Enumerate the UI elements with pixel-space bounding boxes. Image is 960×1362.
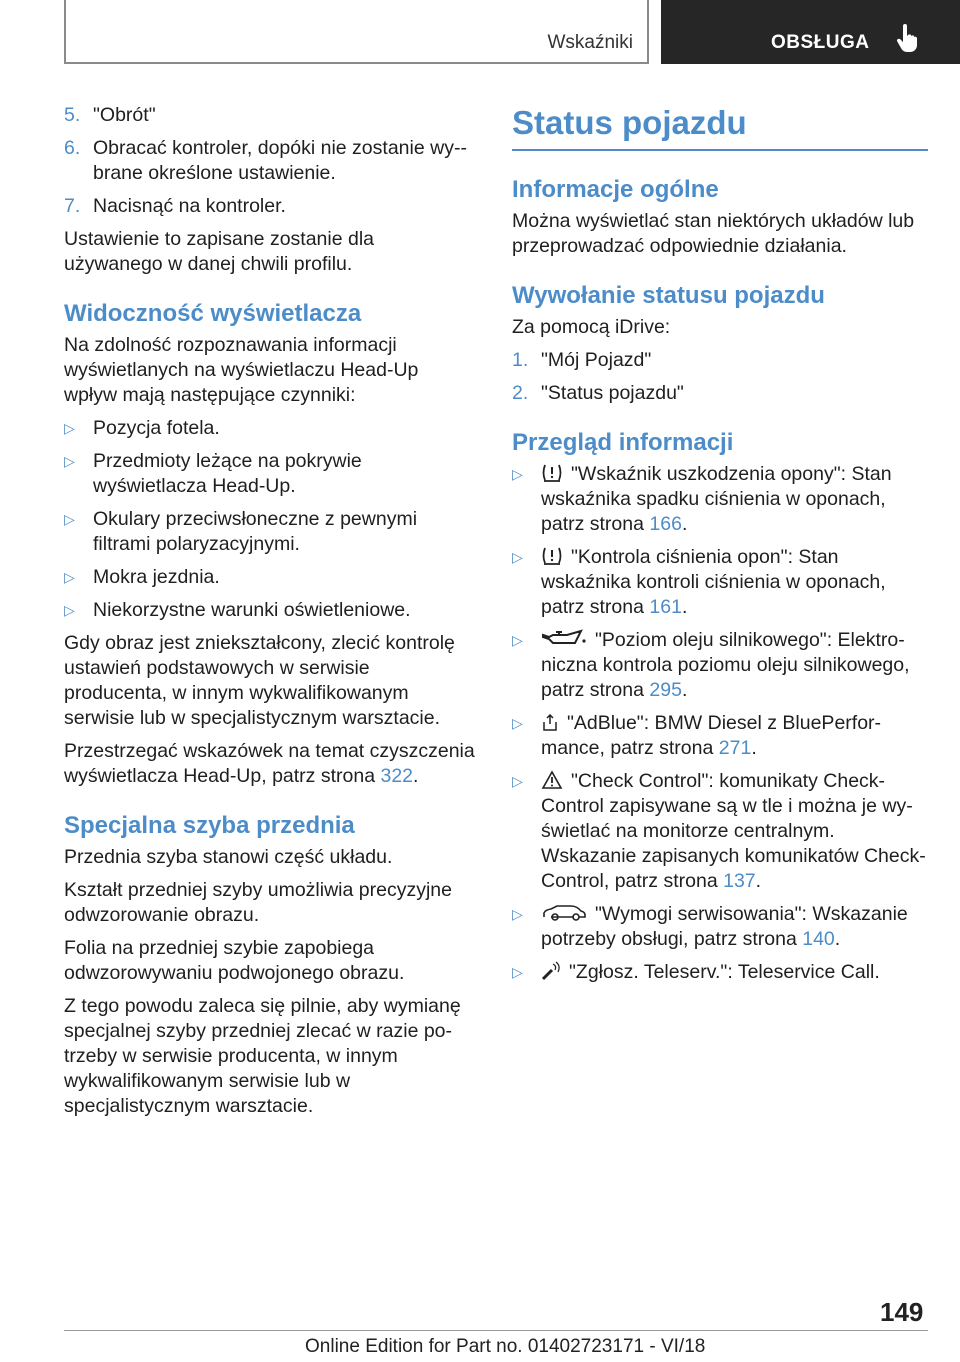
item-text: "Poziom oleju silnikowego": Elektroniczna kontrola poziomu oleju silnikowego, patrz strona xyxy=(541,629,910,701)
list-item xyxy=(64,103,476,128)
pointing-hand-icon xyxy=(897,24,919,52)
warning-triangle-icon xyxy=(541,770,563,790)
page-number: 149 xyxy=(880,1297,924,1327)
list-item: ▷ "Poziom oleju silnikowego": Elektroniczna kontrola poziomu oleju silnikowego, patrz strona 295. xyxy=(512,629,910,701)
bullet-text: Pozycja fotela. xyxy=(93,417,220,439)
step-text: "Status pojazdu" xyxy=(541,382,684,404)
step-text: "Obrót" xyxy=(93,104,156,126)
paragraph: Przednia szyba stanowi część układu. xyxy=(64,846,393,868)
heading-windshield: Specjalna szyba przednia xyxy=(64,812,355,839)
tire-pressure-icon xyxy=(541,463,563,483)
list-item xyxy=(64,194,476,219)
left-column xyxy=(64,103,476,1127)
bullet-text: Mokra jezdnia. xyxy=(93,566,220,588)
item-text: "Wymogi serwisowania": Wskazanie potrzeby obsługi, patrz strona xyxy=(541,903,908,950)
list-item xyxy=(64,507,476,557)
step-text: Nacisnąć na kontroler. xyxy=(93,195,286,217)
paragraph: Ustawienie to zapisane zostanie dla używanego w danej chwili profilu. xyxy=(64,228,375,275)
header-chapter-label: OBSŁUGA xyxy=(771,32,870,53)
item-text: "Zgłosz. Teleserv.": Teleservice Call. xyxy=(569,961,880,983)
wrench-call-icon xyxy=(541,961,561,981)
bullet-triangle-icon: ▷ xyxy=(64,420,75,436)
page-link[interactable]: 271 xyxy=(718,737,752,759)
bullet-triangle-icon: ▷ xyxy=(64,602,75,618)
step-number: 6. xyxy=(64,137,81,159)
step-number: 2. xyxy=(512,382,529,404)
heading-overview: Przegląd informacji xyxy=(512,429,734,456)
item-text: "AdBlue": BMW Diesel z BluePerformance, patrz strona xyxy=(541,712,882,759)
step-text: Obracać kontroler, dopóki nie zostanie wy-brane określone ustawienie. xyxy=(93,137,467,184)
paragraph: Przestrzegać wskazówek na temat czyszczenia wyświetlacza Head-Up, patrz strona 322. xyxy=(64,740,475,787)
step-number: 1. xyxy=(512,349,529,371)
bullet-triangle-icon: ▷ xyxy=(64,453,75,469)
service-car-icon xyxy=(541,903,587,923)
paragraph: Można wyświetlać stan niektórych układów lub przeprowadzać odpowiednie działania. xyxy=(512,210,915,257)
bullet-triangle-icon: ▷ xyxy=(64,511,75,527)
paragraph: Z tego powodu zaleca się pilnie, aby wymianę specjalnej szyby przedniej zlecać w razie potrzeby w serwisie producenta, w innym wykwalifikowanym serwisie lub w specjalistycznym warsztacie. xyxy=(64,995,461,1117)
list-item: ▷ "Check Control": komunikaty Check-Control zapisywane są w tle i można je wyświetlać na monitorze centralnym. Wskazanie zapisanych komunikatów Check-Control, patrz strona 137. xyxy=(512,770,926,892)
header-section-label: Wskaźniki xyxy=(547,32,633,53)
footer-edition: Online Edition for Part no. 01402723171 - VI/18 xyxy=(305,1336,706,1357)
item-text: "Check Control": komunikaty Check-Control zapisywane są w tle i można je wyświetlać na monitorze centralnym. Wskazanie zapisanych komunikatów Check-Control, patrz strona xyxy=(541,770,926,892)
oil-can-icon xyxy=(541,629,587,649)
bullet-triangle-icon: ▷ xyxy=(512,549,523,565)
paragraph: Gdy obraz jest zniekształcony, zlecić kontrolę ustawień podstawowych w serwisie producenta, w innym wykwalifikowanym serwisie lub w specjalistycznym warsztacie. xyxy=(64,632,455,729)
page-link[interactable]: 295 xyxy=(649,679,682,701)
paragraph-text: Przestrzegać wskazówek na temat czyszczenia wyświetlacza Head-Up, patrz strona xyxy=(64,740,475,787)
header-section-box xyxy=(64,0,649,64)
heading-visibility: Widoczność wyświetlacza xyxy=(64,300,362,327)
list-item xyxy=(64,565,476,590)
list-item: ▷ "AdBlue": BMW Diesel z BluePerformance, patrz strona 271. xyxy=(512,712,882,759)
header-chapter-box xyxy=(661,0,960,64)
bullet-triangle-icon: ▷ xyxy=(512,773,523,789)
paragraph: Za pomocą iDrive: xyxy=(512,316,671,338)
page-link[interactable]: 140 xyxy=(802,928,835,950)
list-item: ▷ "Wymogi serwisowania": Wskazanie potrzeby obsługi, patrz strona 140. xyxy=(512,903,908,950)
page-link[interactable]: 322 xyxy=(380,765,414,787)
step-number: 5. xyxy=(64,104,81,126)
paragraph: Kształt przedniej szyby umożliwia precyzyjne odwzorowanie obrazu. xyxy=(64,879,452,926)
page-link[interactable]: 137 xyxy=(723,870,756,892)
adblue-icon xyxy=(541,714,559,732)
list-item xyxy=(64,598,476,623)
item-text: "Wskaźnik uszkodzenia opony": Stan wskaźnika spadku ciśnienia w oponach, patrz strona xyxy=(541,463,892,535)
bullet-text: Okulary przeciwsłoneczne z pewnymi filtrami polaryzacyjnymi. xyxy=(93,508,418,555)
bullet-triangle-icon: ▷ xyxy=(512,906,523,922)
right-column xyxy=(512,103,928,993)
heading-general: Informacje ogólne xyxy=(512,176,719,203)
bullet-triangle-icon: ▷ xyxy=(512,466,523,482)
paragraph: Na zdolność rozpoznawania informacji wyświetlanych na wyświetlaczu Head-Up wpływ mają następujące czynniki: xyxy=(64,334,419,406)
bullet-triangle-icon: ▷ xyxy=(512,715,523,731)
heading-call-status: Wywołanie statusu pojazdu xyxy=(512,282,825,309)
list-item: ▷ "Kontrola ciśnienia opon": Stan wskaźnika kontroli ciśnienia w oponach, patrz strona 161. xyxy=(512,546,886,618)
bullet-text: Przedmioty leżące na pokrywie wyświetlacza Head-Up. xyxy=(93,450,362,497)
bullet-triangle-icon: ▷ xyxy=(512,632,523,648)
list-item xyxy=(64,449,476,499)
page-link[interactable]: 166 xyxy=(649,513,682,535)
list-item xyxy=(512,960,928,985)
list-item xyxy=(512,381,928,406)
footer-divider xyxy=(64,1330,928,1331)
bullet-triangle-icon: ▷ xyxy=(512,964,523,980)
bullet-triangle-icon: ▷ xyxy=(64,569,75,585)
step-text: "Mój Pojazd" xyxy=(541,349,652,371)
list-item xyxy=(512,348,928,373)
page-title: Status pojazdu xyxy=(512,103,928,151)
item-text: "Kontrola ciśnienia opon": Stan wskaźnika kontroli ciśnienia w oponach, patrz strona xyxy=(541,546,886,618)
bullet-text: Niekorzystne warunki oświetleniowe. xyxy=(93,599,411,621)
page-link[interactable]: 161 xyxy=(649,596,682,618)
tire-pressure-icon xyxy=(541,546,563,566)
list-item xyxy=(64,136,476,186)
paragraph: Folia na przedniej szybie zapobiega odwzorowywaniu podwojonego obrazu. xyxy=(64,937,405,984)
step-number: 7. xyxy=(64,195,81,217)
list-item: ▷ "Wskaźnik uszkodzenia opony": Stan wskaźnika spadku ciśnienia w oponach, patrz strona 166. xyxy=(512,463,892,535)
list-item xyxy=(64,416,476,441)
